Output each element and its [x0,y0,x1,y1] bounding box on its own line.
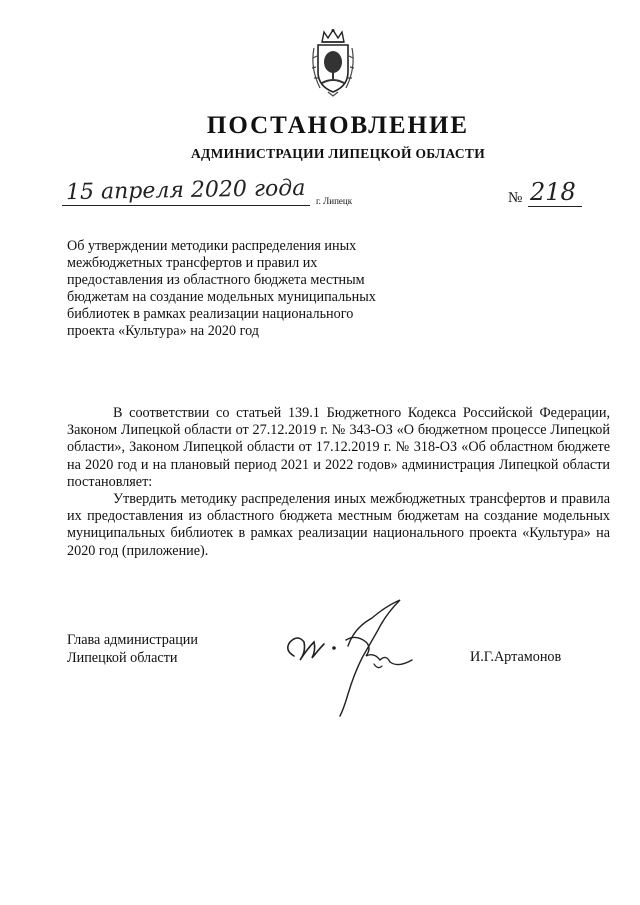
subject-line: проекта «Культура» на 2020 год [67,323,260,339]
document-title: ПОСТАНОВЛЕНИЕ [206,112,470,139]
number-underline [528,206,582,207]
handwritten-date: 15 апреля 2020 года [65,175,306,206]
document-subject [67,238,407,340]
subject-line: бюджетам на создание модельных муниципальных [67,289,376,305]
number-sign: № [508,190,523,206]
subject-line: Об утверждении методики распределения иных [67,238,357,254]
handwritten-number: 218 [530,178,576,206]
subject-line: библиотек в рамках реализации национального [67,306,354,322]
body-paragraph-resolution: Утвердить методику распределения иных межбюджетных трансфертов и правила их предоставления из областного бюджета местным бюджетам на создание модельных муниципальных библиотек в рамках реализации национального проекта «Культура» на 2020 год (приложение). [67,491,610,559]
date-underline [62,205,310,206]
subject-line: межбюджетных трансфертов и правил их [67,255,318,271]
signer-name: И.Г.Артамонов [470,649,562,665]
subject-line: предоставления из областного бюджета местным [67,272,365,288]
handwritten-signature [282,598,432,718]
coat-of-arms-icon [308,28,358,98]
body-paragraph-preamble: В соответствии со статьей 139.1 Бюджетного Кодекса Российской Федерации, Законом Липецкой области от 27.12.2019 г. № 343-ОЗ «О бюджетном процессе Липецкой области», Законом Липецкой области от 17.12.2019 г. № 318-ОЗ «Об областном бюджете на 2020 год и на плановый период 2021 и 2022 годов» администрация Липецкой области постановляет: [67,405,610,490]
document-body [67,405,610,560]
signer-role-line: Глава администрации [67,632,198,648]
signer-role-line: Липецкой области [67,650,178,666]
city-label: г. Липецк [316,196,353,206]
document-subtitle: АДМИНИСТРАЦИИ ЛИПЕЦКОЙ ОБЛАСТИ [190,146,486,161]
signer-role [67,631,198,667]
